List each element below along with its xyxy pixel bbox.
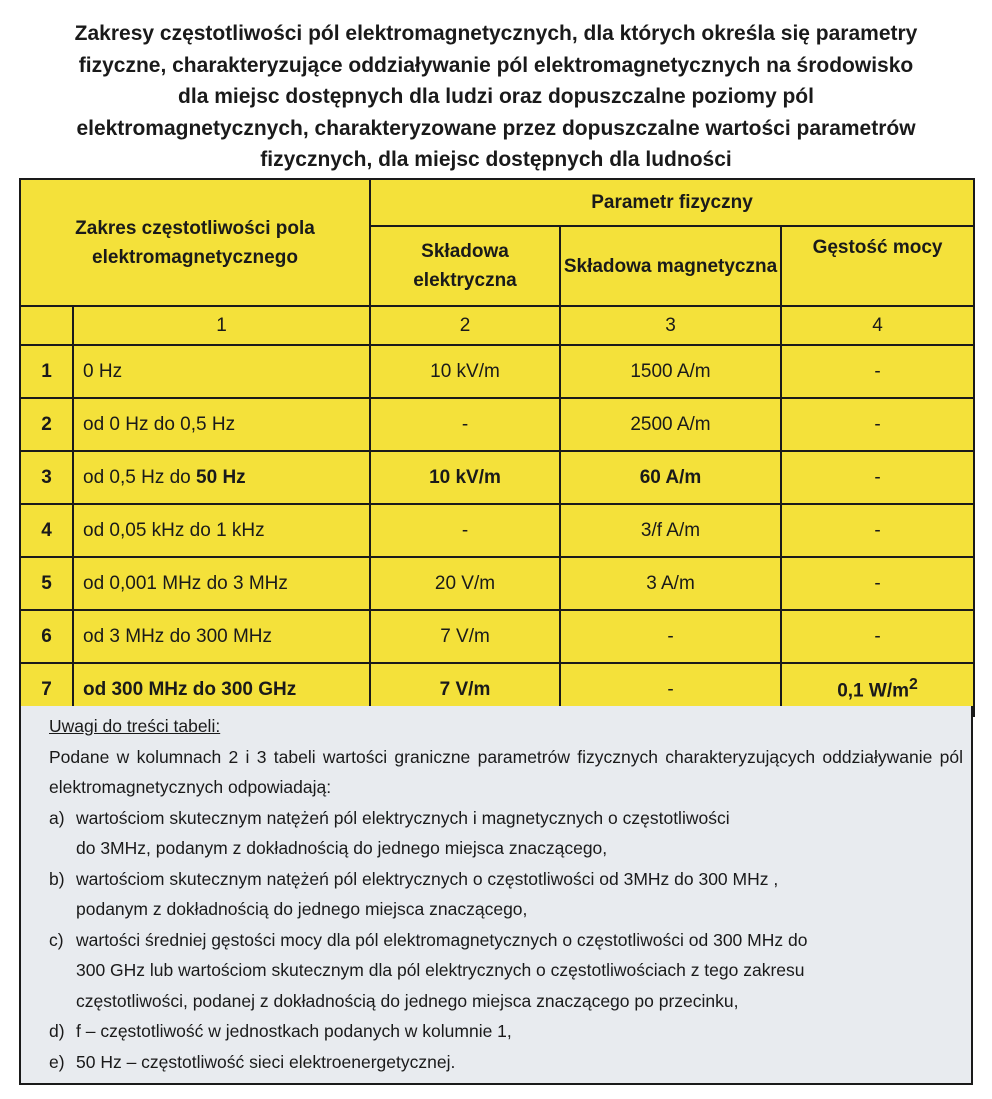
column-number-blank	[20, 306, 73, 345]
note-letter: c)	[49, 929, 64, 950]
note-line: 50 Hz – częstotliwość sieci elektroenergetycznej.	[76, 1051, 456, 1072]
row-magnetic: -	[560, 610, 781, 663]
title-line: Zakresy częstotliwości pól elektromagnetycznych, dla których określa się parametry	[74, 22, 918, 45]
title-line: fizyczne, charakteryzujące oddziaływanie pól elektromagnetycznych na środowisko	[78, 53, 914, 77]
row-electric: -	[370, 504, 560, 557]
row-index: 2	[20, 398, 73, 451]
row-index: 1	[20, 345, 73, 398]
table-row	[20, 398, 974, 451]
row-index: 3	[20, 451, 73, 504]
row-electric: 7 V/m	[370, 610, 560, 663]
row-frequency: od 0 Hz do 0,5 Hz	[73, 398, 370, 451]
row-power: -	[781, 504, 974, 557]
column-number: 2	[370, 306, 560, 345]
notes-intro: Podane w kolumnach 2 i 3 tabeli wartości graniczne parametrów fizycznych charakteryzujących oddziaływanie pól elektromagnetycznych odpowiadają:	[49, 746, 963, 797]
note-line: podanym z dokładnością do jednego miejsca znaczącego,	[76, 899, 528, 919]
table-row	[20, 557, 974, 610]
row-frequency-prefix: od 0,5 Hz do	[83, 466, 197, 488]
row-magnetic: 60 A/m	[560, 451, 781, 504]
note-text	[76, 803, 963, 864]
header-power-density: Gęstość mocy	[781, 226, 974, 306]
header-electric-component: Składowa elektryczna	[370, 226, 560, 306]
row-power: -	[781, 398, 974, 451]
row-frequency: od 3 MHz do 300 MHz	[73, 610, 370, 663]
row-frequency: 0 Hz	[73, 345, 370, 398]
note-item	[49, 925, 963, 1017]
note-letter: d)	[49, 1021, 65, 1041]
power-density-exponent: 2	[909, 676, 918, 694]
row-frequency-bold: 50 Hz	[196, 466, 246, 488]
row-electric: 10 kV/m	[370, 345, 560, 398]
note-item	[49, 864, 963, 925]
header-frequency-range: Zakres częstotliwości pola elektromagnetycznego	[20, 179, 370, 306]
note-item	[49, 803, 963, 864]
row-index: 6	[20, 610, 73, 663]
note-line: częstotliwości, podanej z dokładnością do jednego miejsca znaczącego po przecinku,	[76, 990, 739, 1011]
row-frequency: od 0,05 kHz do 1 kHz	[73, 504, 370, 557]
table-row	[20, 504, 974, 557]
title-line: elektromagnetycznych, charakteryzowane przez dopuszczalne wartości parametrów	[76, 116, 916, 140]
note-line: do 3MHz, podanym z dokładnością do jednego miejsca znaczącego,	[76, 838, 608, 858]
row-magnetic: 1500 A/m	[560, 345, 781, 398]
row-index: 4	[20, 504, 73, 557]
note-text	[76, 864, 963, 925]
table-row	[20, 610, 974, 663]
document-title	[20, 18, 972, 176]
row-index: 7	[20, 663, 73, 716]
column-number: 4	[781, 306, 974, 345]
row-power: -	[781, 557, 974, 610]
row-index: 5	[20, 557, 73, 610]
row-magnetic: 3/f A/m	[560, 504, 781, 557]
title-line: dla miejsc dostępnych dla ludzi oraz dopuszczalne poziomy pól	[178, 85, 814, 108]
title-line: fizycznych, dla miejsc dostępnych dla ludności	[260, 148, 732, 171]
notes-heading: Uwagi do treści tabeli:	[49, 716, 221, 736]
row-frequency	[73, 451, 370, 504]
note-line: f – częstotliwość w jednostkach podanych w kolumnie 1,	[76, 1021, 512, 1041]
table-notes	[19, 706, 973, 1085]
row-electric: 20 V/m	[370, 557, 560, 610]
column-number-row	[20, 306, 974, 345]
table-row	[20, 345, 974, 398]
note-line: wartościom skutecznym natężeń pól elektrycznych i magnetycznych o częstotliwości	[76, 807, 730, 828]
row-magnetic: -	[560, 663, 781, 716]
row-frequency: od 300 MHz do 300 GHz	[73, 663, 370, 716]
row-power: -	[781, 610, 974, 663]
row-power: -	[781, 451, 974, 504]
note-text	[76, 1047, 963, 1078]
note-letter: e)	[49, 1051, 65, 1072]
column-number: 1	[73, 306, 370, 345]
row-power: -	[781, 345, 974, 398]
note-line: 300 GHz lub wartościom skutecznym dla pól elektrycznych o częstotliwościach z tego zakresu	[76, 960, 805, 980]
note-letter: b)	[49, 868, 65, 889]
row-electric: 7 V/m	[370, 663, 560, 716]
note-text	[76, 1016, 963, 1047]
row-frequency: od 0,001 MHz do 3 MHz	[73, 557, 370, 610]
note-line: wartościom skutecznym natężeń pól elektrycznych o częstotliwości od 3MHz do 300 MHz ,	[76, 868, 779, 889]
note-item	[49, 1047, 963, 1078]
note-letter: a)	[49, 807, 65, 828]
power-density-value: 0,1 W/m	[837, 680, 910, 702]
row-magnetic: 3 A/m	[560, 557, 781, 610]
header-magnetic-component: Składowa magnetyczna	[560, 226, 781, 306]
note-item	[49, 1016, 963, 1047]
row-electric: 10 kV/m	[370, 451, 560, 504]
row-electric: -	[370, 398, 560, 451]
note-line: wartości średniej gęstości mocy dla pól elektromagnetycznych o częstotliwości od 300 MHz do	[76, 929, 808, 950]
header-physical-parameter: Parametr fizyczny	[370, 179, 974, 226]
column-number: 3	[560, 306, 781, 345]
limits-table	[19, 178, 975, 717]
row-magnetic: 2500 A/m	[560, 398, 781, 451]
note-text	[76, 925, 963, 1017]
table-row	[20, 451, 974, 504]
